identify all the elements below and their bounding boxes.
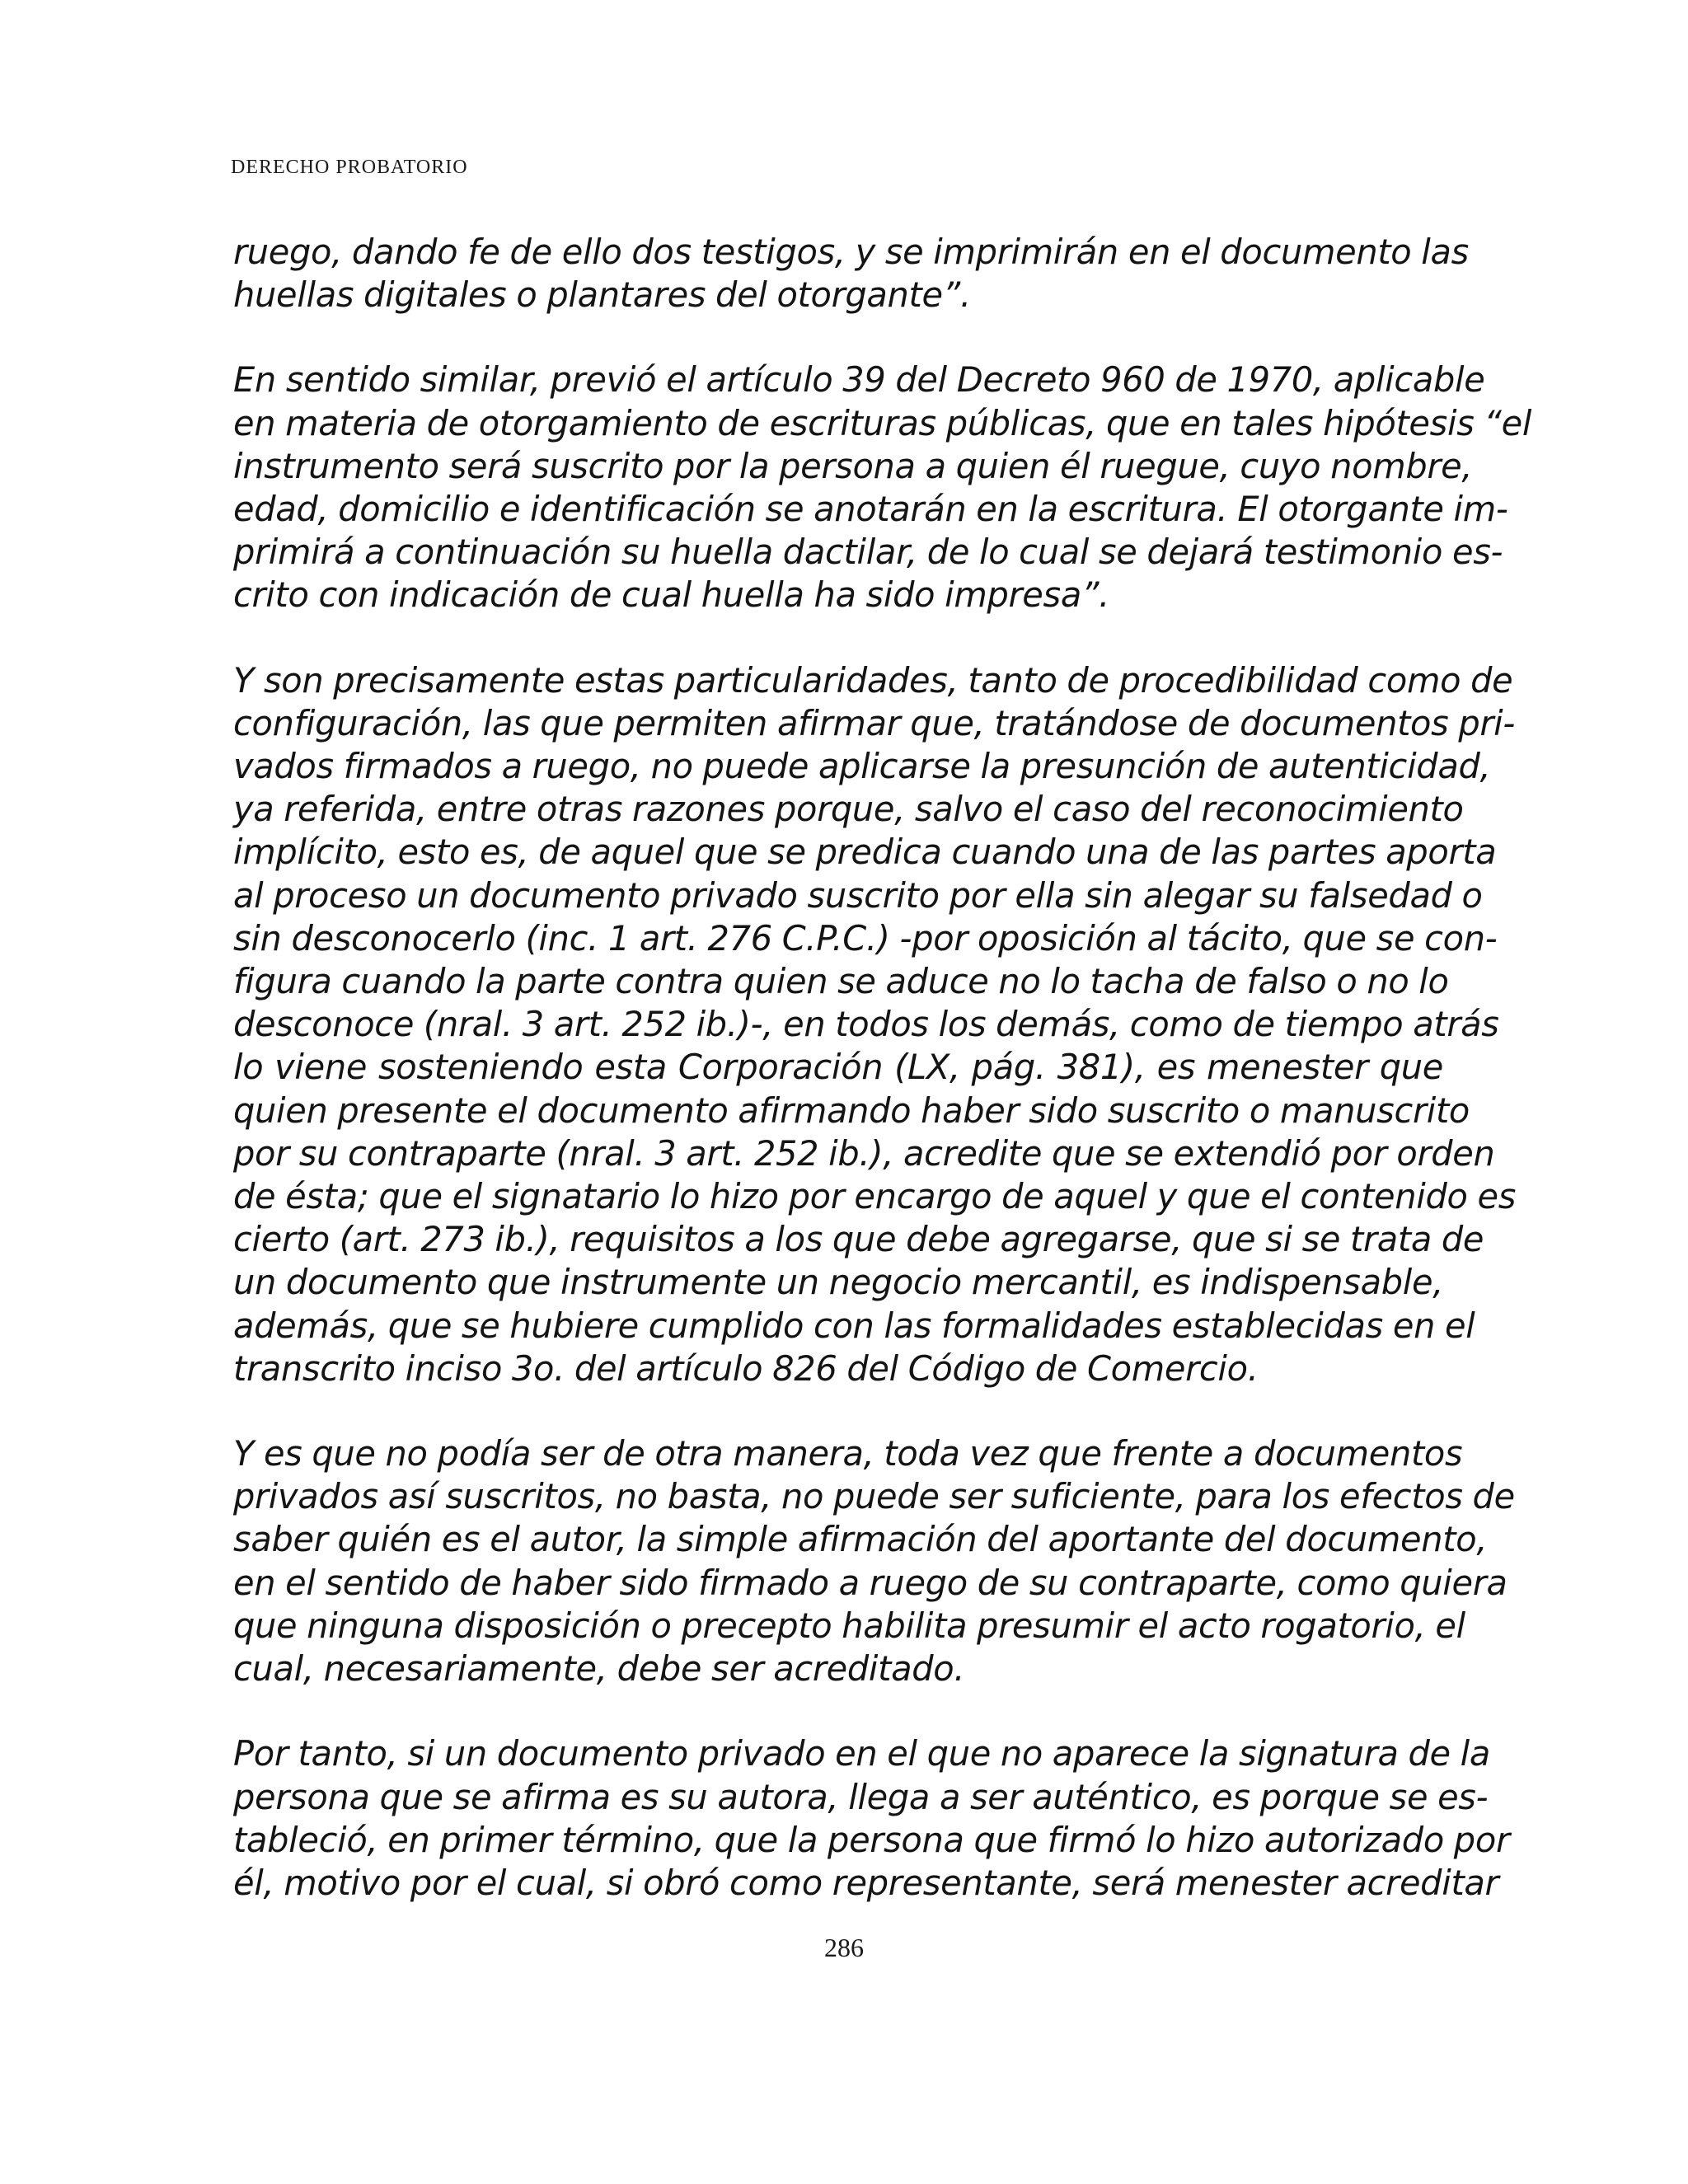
text-line: privados así suscritos, no basta, no puede ser suficiente, para los efectos de — [233, 1476, 1515, 1517]
text-line: primirá a continuación su huella dactilar, de lo cual se dejará testimonio es- — [233, 532, 1503, 573]
text-line: por su contraparte (nral. 3 art. 252 ib.), acredite que se extendió por orden — [233, 1132, 1495, 1174]
text-line: ruego, dando fe de ello dos testigos, y se imprimirán en el documento las — [233, 232, 1469, 272]
text-line: él, motivo por el cual, si obró como representante, será menester acreditar — [233, 1862, 1499, 1903]
page-number: 286 — [824, 1933, 864, 1962]
text-line: cierto (art. 273 ib.), requisitos a los que debe agregarse, que si se trata de — [233, 1219, 1484, 1260]
text-line: cual, necesariamente, debe ser acreditado. — [233, 1648, 965, 1690]
text-line: en el sentido de haber sido firmado a ruego de su contraparte, como quiera — [233, 1562, 1507, 1603]
paragraph-2 — [233, 359, 1532, 616]
text-line: desconoce (nral. 3 art. 252 ib.)-, en todos los demás, como de tiempo atrás — [233, 1004, 1499, 1045]
text-line: de ésta; que el signatario lo hizo por encargo de aquel y que el contenido es — [233, 1176, 1517, 1217]
text-line: al proceso un documento privado suscrito por ella sin alegar su falsedad o — [233, 874, 1483, 916]
paragraph-3 — [233, 659, 1517, 1390]
text-line: Por tanto, si un documento privado en el que no aparece la signatura de la — [233, 1733, 1491, 1774]
paragraph-5 — [233, 1732, 1510, 1905]
text-line: implícito, esto es, de aquel que se predica cuando una de las partes aporta — [233, 832, 1497, 873]
text-line: persona que se afirma es su autora, llega a ser auténtico, es porque se es- — [233, 1776, 1489, 1817]
text-line: Y es que no podía ser de otra manera, toda vez que frente a documentos — [233, 1433, 1463, 1474]
text-line: en materia de otorgamiento de escrituras públicas, que en tales hipótesis “el — [233, 402, 1532, 443]
text-line: transcrito inciso 3o. del artículo 826 del Código de Comercio. — [233, 1347, 1259, 1389]
text-line: configuración, las que permiten afirmar que, tratándose de documentos pri- — [233, 702, 1516, 743]
text-line: figura cuando la parte contra quien se aduce no lo tacha de falso o no lo — [233, 961, 1449, 1002]
text-line: saber quién es el autor, la simple afirmación del aportante del documento, — [233, 1519, 1488, 1560]
text-line: ya referida, entre otras razones porque, salvo el caso del reconocimiento — [233, 789, 1464, 830]
text-line: tableció, en primer término, que la persona que firmó lo hizo autorizado por — [233, 1819, 1510, 1860]
paragraph-4 — [233, 1432, 1515, 1690]
text-line: un documento que instrumente un negocio mercantil, es indispensable, — [233, 1262, 1444, 1303]
text-line: quien presente el documento afirmando haber sido suscrito o manuscrito — [233, 1090, 1470, 1131]
text-line: crito con indicación de cual huella ha sido impresa”. — [233, 574, 1110, 616]
paragraph-1 — [233, 231, 1469, 316]
text-line: sin desconocerlo (inc. 1 art. 276 C.P.C.) -por oposición al tácito, que se con- — [233, 917, 1498, 958]
body-text — [233, 231, 1532, 1947]
text-line: además, que se hubiere cumplido con las formalidades establecidas en el — [233, 1305, 1475, 1346]
text-line: que ninguna disposición o precepto habilita presumir el acto rogatorio, el — [233, 1605, 1465, 1646]
running-header: DERECHO PROBATORIO — [231, 157, 468, 178]
text-line: vados firmados a ruego, no puede aplicarse la presunción de autenticidad, — [233, 746, 1491, 787]
text-line: lo viene sosteniendo esta Corporación (LX, pág. 381), es menester que — [233, 1047, 1443, 1088]
text-line: instrumento será suscrito por la persona a quien él ruegue, cuyo nombre, — [233, 445, 1473, 486]
text-line: huellas digitales o plantares del otorgante”. — [233, 274, 971, 316]
text-line: edad, domicilio e identificación se anotarán en la escritura. El otorgante im- — [233, 489, 1508, 530]
text-line: En sentido similar, previó el artículo 39 del Decreto 960 de 1970, aplicable — [233, 359, 1485, 401]
text-line: Y son precisamente estas particularidades, tanto de procedibilidad como de — [233, 659, 1513, 701]
